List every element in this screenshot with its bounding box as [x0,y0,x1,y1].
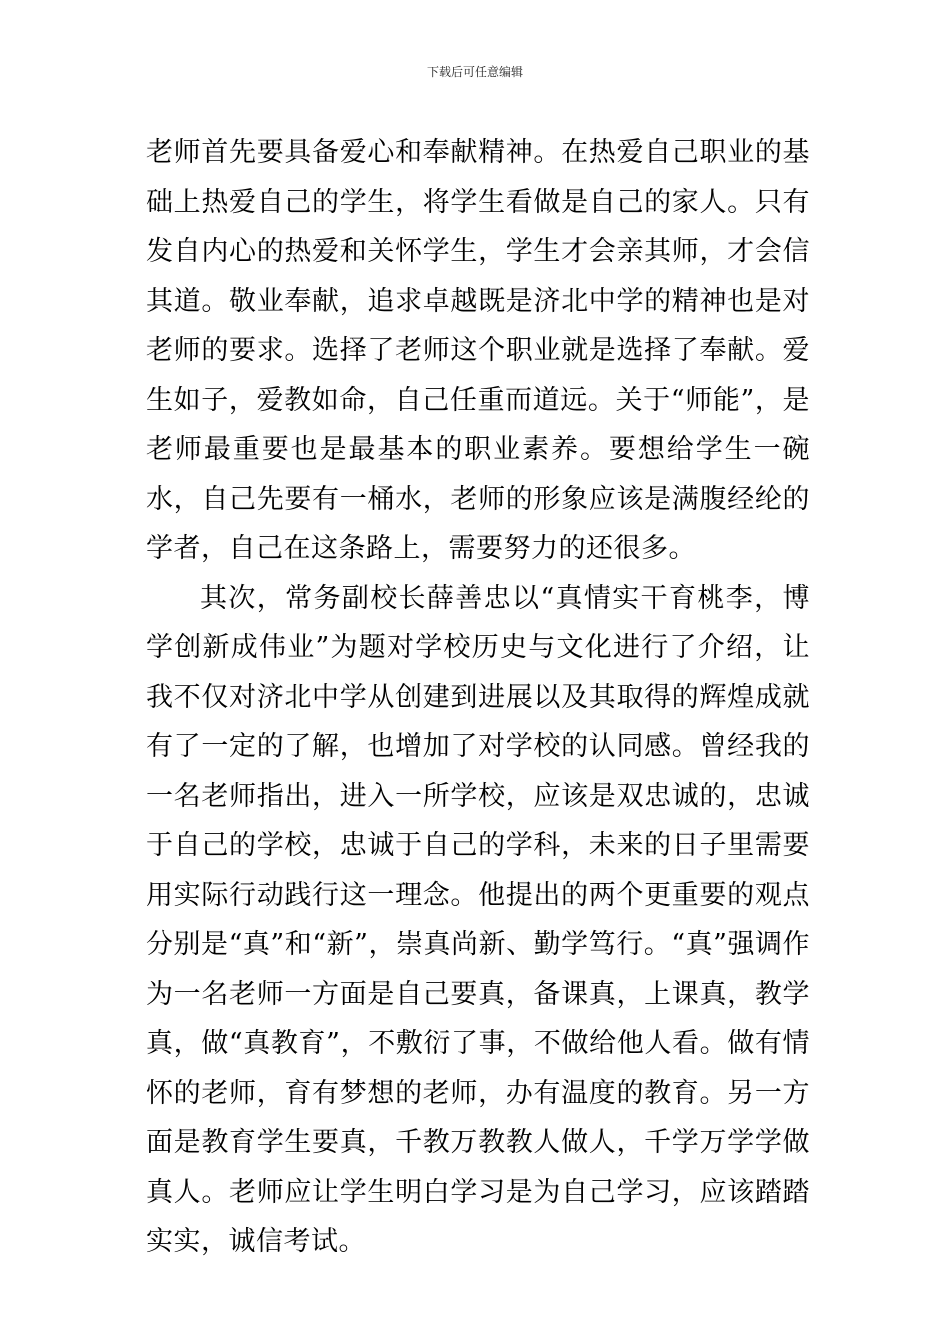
page-header: 下载后可任意编辑 [426,65,523,79]
document-body [146,128,810,1267]
paragraph-2: 其次，常务副校长薛善忠以“真情实干育桃李，博学创新成伟业”为题对学校历史与文化进行了介绍，让我不仅对济北中学从创建到进展以及其取得的辉煌成就有了一定的了解，也增加了对学校的认同感。曾经我的一名老师指出，进入一所学校，应该是双忠诚的，忠诚于自己的学校，忠诚于自己的学科，未来的日子里需要用实际行动践行这一理念。他提出的两个更重要的观点分别是“真”和“新”，崇真尚新、勤学笃行。“真”强调作为一名老师一方面是自己要真，备课真，上课真，教学真，做“真教育”，不敷衍了事，不做给他人看。做有情怀的老师，育有梦想的老师，办有温度的教育。另一方面是教育学生要真，千教万教教人做人，千学万学学做真人。老师应让学生明白学习是为自己学习，应该踏踏实实，诚信考试。 [146,582,810,1257]
paragraph-1: 老师首先要具备爱心和奉献精神。在热爱自己职业的基础上热爱自己的学生，将学生看做是自己的家人。只有发自内心的热爱和关怀学生，学生才会亲其师，才会信其道。敬业奉献，追求卓越既是济北中学的精神也是对老师的要求。选择了老师这个职业就是选择了奉献。爱生如子，爱教如命，自己任重而道远。关于“师能”，是老师最重要也是最基本的职业素养。要想给学生一碗水，自己先要有一桶水，老师的形象应该是满腹经纶的学者，自己在这条路上，需要努力的还很多。 [146,137,810,564]
